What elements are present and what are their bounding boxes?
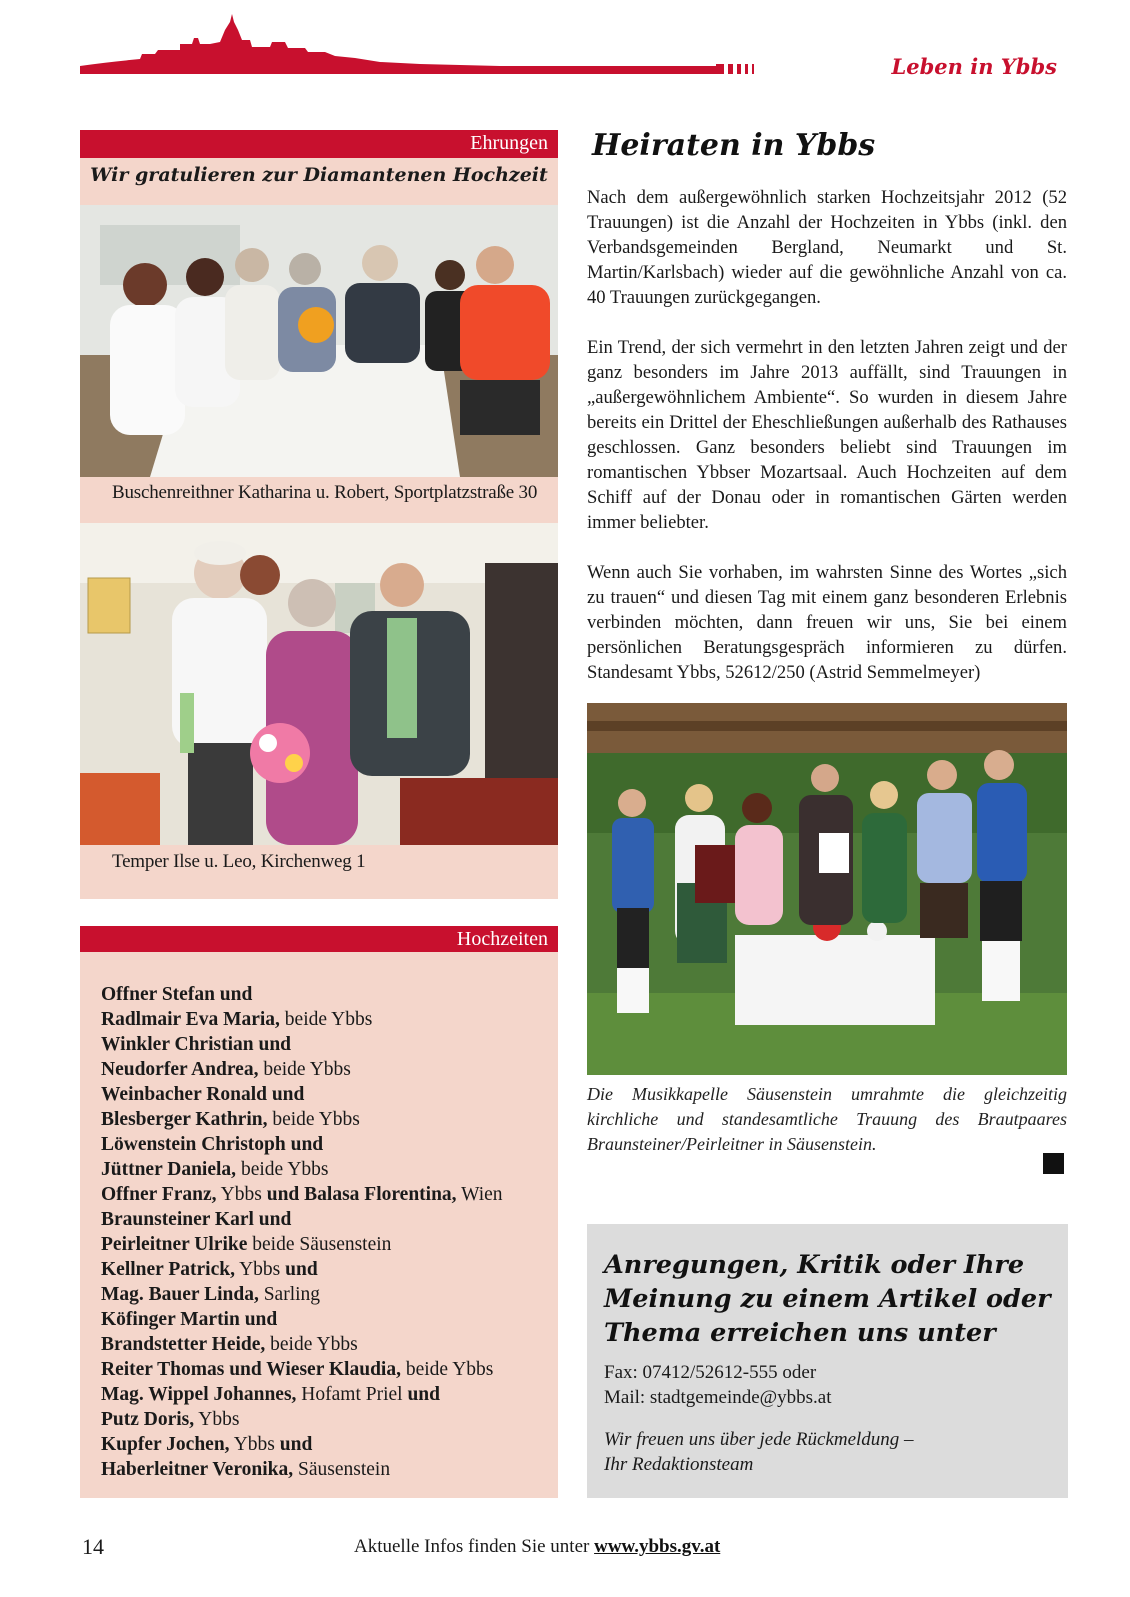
- wedding-entry-text: Jüttner Daniela,: [101, 1159, 237, 1180]
- wedding-entry-text: Hofamt Priel: [296, 1384, 408, 1405]
- wedding-entry-text: Mag. Bauer Linda,: [101, 1284, 259, 1305]
- wedding-entry-text: beide Ybbs: [400, 1359, 494, 1380]
- wedding-list: [101, 982, 503, 1482]
- wedding-entry-text: Ybbs: [229, 1434, 280, 1455]
- ehrungen-subheading: Wir gratulieren zur Diamantenen Hochzeit: [90, 164, 548, 186]
- wedding-group-photo: [587, 703, 1067, 1075]
- ehrungen-bar: Ehrungen: [80, 130, 558, 158]
- wedding-entry: [101, 1057, 503, 1082]
- wedding-entry: [101, 1032, 503, 1057]
- footer-info: [354, 1536, 720, 1558]
- wedding-entry-text: beide Ybbs: [265, 1334, 358, 1355]
- feedback-heading-3: Thema erreichen uns unter: [604, 1318, 996, 1348]
- wedding-entry: [101, 1232, 503, 1257]
- wedding-entry-text: Reiter Thomas und Wieser Klaudia,: [101, 1359, 401, 1380]
- wedding-entry-text: Blesberger Kathrin,: [101, 1109, 268, 1130]
- wedding-entry-text: Ybbs: [234, 1259, 286, 1280]
- town-skyline-logo: [80, 14, 780, 78]
- wedding-entry: [101, 1432, 503, 1457]
- article-paragraph-1: Nach dem außergewöhnlich starken Hochzeitsjahr 2012 (52 Trauungen) ist die Anzahl der Hochzeiten in Ybbs (inkl. den Verbandsgemeinden Bergland, Neumarkt und St. Martin/Karlsbach) wieder auf die gewöhnliche Anzahl von ca. 40 Trauungen zurückgegangen.: [587, 187, 1067, 308]
- page-number: 14: [82, 1534, 104, 1559]
- wedding-entry: [101, 1082, 503, 1107]
- wedding-entry: [101, 1182, 503, 1207]
- wedding-entry: [101, 1207, 503, 1232]
- section-title: Leben in Ybbs: [891, 54, 1057, 79]
- feedback-closing-1: Wir freuen uns über jede Rückmeldung –: [604, 1429, 914, 1450]
- wedding-entry-text: beide Ybbs: [258, 1059, 351, 1080]
- article-title: Heiraten in Ybbs: [592, 128, 876, 163]
- wedding-entry-text: Neudorfer Andrea,: [101, 1059, 259, 1080]
- diamond-wedding-photo-1: [80, 205, 558, 477]
- wedding-entry-text: Kellner Patrick,: [101, 1259, 235, 1280]
- wedding-entry: [101, 982, 503, 1007]
- wedding-entry-text: beide Säusenstein: [247, 1234, 392, 1255]
- feedback-fax: Fax: 07412/52612-555 oder: [604, 1362, 817, 1383]
- wedding-entry-text: Peirleitner Ulrike: [101, 1234, 248, 1255]
- wedding-entry: [101, 1382, 503, 1407]
- wedding-entry-text: Ybbs: [194, 1409, 240, 1430]
- wedding-entry-text: Mag. Wippel Johannes,: [101, 1384, 297, 1405]
- wedding-entry: [101, 1282, 503, 1307]
- footer-text: Aktuelle Infos finden Sie unter: [354, 1536, 590, 1557]
- wedding-entry: [101, 1457, 503, 1482]
- wedding-entry: [101, 1157, 503, 1182]
- wedding-entry-text: Offner Franz,: [101, 1184, 217, 1205]
- wedding-entry-text: Säusenstein: [293, 1459, 391, 1480]
- feedback-mail: Mail: stadtgemeinde@ybbs.at: [604, 1387, 832, 1408]
- wedding-entry: [101, 1307, 503, 1332]
- wedding-entry: [101, 1007, 503, 1032]
- wedding-entry-text: Winkler Christian und: [101, 1034, 292, 1055]
- wedding-entry-text: Weinbacher Ronald und: [101, 1084, 305, 1105]
- feedback-closing-2: Ihr Redaktionsteam: [604, 1454, 754, 1475]
- hochzeiten-bar: Hochzeiten: [80, 926, 558, 952]
- article-body: [587, 185, 1067, 710]
- wedding-entry-text: Sarling: [258, 1284, 321, 1305]
- wedding-entry-text: beide Ybbs: [279, 1009, 373, 1030]
- wedding-entry-text: Köfinger Martin und: [101, 1309, 278, 1330]
- ehrungen-box: [80, 130, 558, 899]
- feedback-box: [587, 1224, 1068, 1498]
- article-paragraph-3: Wenn auch Sie vorhaben, im wahrsten Sinne des Wortes „sich zu trauen“ und diesen Tag mit einem ganz besonderen Erlebnis verbinden möchten, dann freuen wir uns, Sie bei einem persönlichen Beratungsgespräch informieren zu dürfen. Standesamt Ybbs, 52612/250 (Astrid Semmelmeyer): [587, 562, 1067, 683]
- feedback-heading-1: Anregungen, Kritik oder Ihre: [604, 1250, 1025, 1280]
- wedding-entry-text: Offner Stefan und: [101, 984, 253, 1005]
- wedding-entry-text: Brandstetter Heide,: [101, 1334, 266, 1355]
- end-of-article-mark: [1043, 1153, 1064, 1174]
- wedding-entry-text: Löwenstein Christoph und: [101, 1134, 324, 1155]
- wedding-entry-text: Wien: [456, 1184, 503, 1205]
- wedding-entry-text: Braunsteiner Karl und: [101, 1209, 292, 1230]
- feedback-heading-2: Meinung zu einem Artikel oder: [604, 1284, 1051, 1314]
- wedding-entry: [101, 1332, 503, 1357]
- wedding-entry: [101, 1407, 503, 1432]
- wedding-entry-text: und Balasa Florentina,: [266, 1184, 457, 1205]
- wedding-entry-text: Putz Doris,: [101, 1409, 195, 1430]
- website-link[interactable]: www.ybbs.gv.at: [594, 1536, 721, 1557]
- photo2-caption: Temper Ilse u. Leo, Kirchenweg 1: [112, 851, 366, 872]
- wedding-entry-text: Radlmair Eva Maria,: [101, 1009, 280, 1030]
- diamond-wedding-photo-2: [80, 523, 558, 845]
- wedding-entry-text: Kupfer Jochen,: [101, 1434, 230, 1455]
- article-paragraph-2: Ein Trend, der sich vermehrt in den letzten Jahren zeigt und der ganz besonders im Jahre 2013 auffällt, sind Trauungen in „außergewöhnlichem Ambiente“. So wurden in diesem Jahre bereits ein Drittel der Eheschließungen außerhalb des Rathauses geschlossen. Ganz besonders beliebt sind Trauungen im romantischen Ybbser Mozartsaal. Auch Hochzeiten auf dem Schiff auf der Donau oder in romantischen Gärten werden immer beliebter.: [587, 337, 1067, 533]
- wedding-entry: [101, 1107, 503, 1132]
- hochzeiten-box: [80, 926, 558, 1498]
- wedding-photo-caption: Die Musikkapelle Säusenstein umrahmte die gleichzeitig kirchliche und standesamtliche Trauung des Brautpaares Braunsteiner/Peirleitner in Säusenstein.: [587, 1084, 1067, 1154]
- wedding-entry: [101, 1257, 503, 1282]
- wedding-entry: [101, 1357, 503, 1382]
- wedding-entry: [101, 1132, 503, 1157]
- wedding-entry-text: und: [407, 1384, 440, 1405]
- wedding-entry-text: beide Ybbs: [267, 1109, 360, 1130]
- wedding-entry-text: beide Ybbs: [236, 1159, 329, 1180]
- wedding-entry-text: Ybbs: [216, 1184, 267, 1205]
- wedding-entry-text: und: [279, 1434, 313, 1455]
- wedding-entry-text: und: [285, 1259, 318, 1280]
- photo1-caption: Buschenreithner Katharina u. Robert, Sportplatzstraße 30: [112, 482, 538, 503]
- wedding-entry-text: Haberleitner Veronika,: [101, 1459, 294, 1480]
